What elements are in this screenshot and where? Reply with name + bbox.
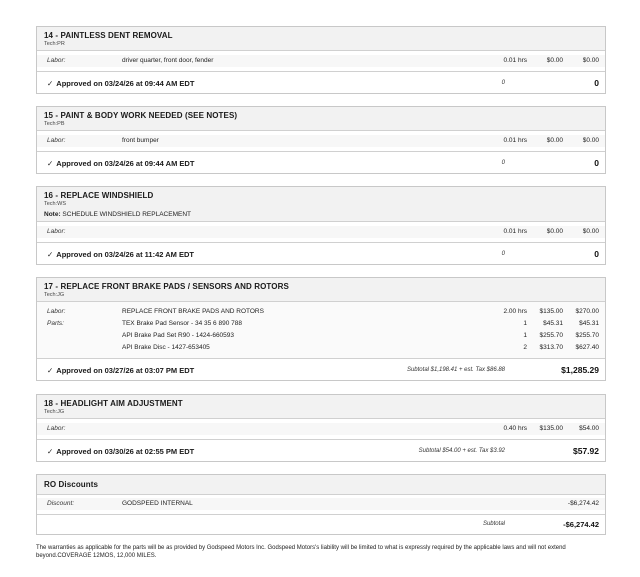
line-type: Labor: bbox=[47, 57, 66, 64]
approval-row bbox=[37, 358, 605, 380]
job-tech: Tech:PR bbox=[44, 41, 65, 47]
line-amount: $0.00 bbox=[582, 137, 599, 144]
job-total: $1,285.29 bbox=[561, 365, 599, 375]
subtotal-text: 0 bbox=[501, 251, 505, 257]
note-text: SCHEDULE WINDSHIELD REPLACEMENT bbox=[62, 211, 191, 218]
subtotal-text: 0 bbox=[501, 80, 505, 86]
discount-subtotal-row bbox=[37, 514, 605, 534]
check-icon: ✓ bbox=[47, 250, 54, 259]
subtotal-text: Subtotal $1,198.41 + est. Tax $86.88 bbox=[406, 367, 505, 373]
job-title: 15 - PAINT & BODY WORK NEEDED (SEE NOTES) bbox=[44, 111, 238, 120]
line-hours: 0.40 hrs bbox=[503, 425, 527, 432]
job-card-18 bbox=[36, 394, 606, 462]
line-rate: $135.00 bbox=[539, 425, 563, 432]
line-type: Labor: bbox=[47, 137, 66, 144]
line-description: API Brake Disc - 1427-653405 bbox=[122, 344, 210, 351]
approval-status: ✓ Approved on 03/24/26 at 09:44 AM EDT bbox=[47, 79, 195, 88]
discounts-header bbox=[37, 475, 605, 495]
labor-row bbox=[37, 226, 605, 238]
job-card-15 bbox=[36, 106, 606, 174]
subtotal-label: Subtotal bbox=[482, 521, 505, 527]
job-total: 0 bbox=[594, 158, 599, 168]
job-header bbox=[37, 107, 605, 131]
job-card-17 bbox=[36, 277, 606, 381]
approval-row bbox=[37, 151, 605, 173]
line-rate: $45.31 bbox=[543, 320, 563, 327]
job-tech: Tech:JG bbox=[44, 292, 65, 298]
job-header bbox=[37, 278, 605, 302]
line-rate: $255.70 bbox=[539, 332, 563, 339]
job-tech: Tech:JG bbox=[44, 409, 65, 415]
line-amount: $627.40 bbox=[575, 344, 599, 351]
approval-status: ✓ Approved on 03/24/26 at 11:42 AM EDT bbox=[47, 250, 194, 259]
line-description: TEX Brake Pad Sensor - 34 35 6 890 788 bbox=[122, 320, 242, 327]
check-icon: ✓ bbox=[47, 366, 54, 375]
approval-status: ✓ Approved on 03/27/26 at 03:07 PM EDT bbox=[47, 366, 195, 375]
line-description: API Brake Pad Set R90 - 1424-660593 bbox=[122, 332, 235, 339]
job-tech: Tech:PB bbox=[44, 121, 65, 127]
approval-row bbox=[37, 71, 605, 93]
line-rate: $0.00 bbox=[546, 57, 563, 64]
labor-row bbox=[37, 423, 605, 435]
line-hours: 2.00 hrs bbox=[503, 308, 527, 315]
line-description: GODSPEED INTERNAL bbox=[122, 500, 193, 507]
line-amount: $270.00 bbox=[575, 308, 599, 315]
line-qty: 1 bbox=[523, 320, 527, 327]
note-label: Note: bbox=[44, 211, 61, 218]
line-amount: $255.70 bbox=[575, 332, 599, 339]
line-amount: $45.31 bbox=[579, 320, 599, 327]
check-icon: ✓ bbox=[47, 447, 54, 456]
discount-row bbox=[37, 498, 605, 510]
line-rate: $0.00 bbox=[546, 137, 563, 144]
job-total: 0 bbox=[594, 78, 599, 88]
line-description: REPLACE FRONT BRAKE PADS AND ROTORS bbox=[122, 308, 264, 315]
line-amount: -$6,274.42 bbox=[567, 500, 599, 507]
line-amount: $0.00 bbox=[582, 228, 599, 235]
line-items bbox=[37, 302, 605, 358]
line-rate: $0.00 bbox=[546, 228, 563, 235]
line-amount: $0.00 bbox=[582, 57, 599, 64]
discounts-card bbox=[36, 474, 606, 535]
job-title: 16 - REPLACE WINDSHIELD bbox=[44, 191, 154, 200]
job-note bbox=[44, 211, 599, 218]
approval-status: ✓ Approved on 03/24/26 at 09:44 AM EDT bbox=[47, 159, 195, 168]
line-description: front bumper bbox=[122, 137, 159, 144]
labor-row bbox=[37, 55, 605, 67]
line-hours: 0.01 hrs bbox=[503, 228, 527, 235]
job-card-14 bbox=[36, 26, 606, 94]
job-total: $57.92 bbox=[573, 446, 599, 456]
line-hours: 0.01 hrs bbox=[503, 57, 527, 64]
line-rate: $313.70 bbox=[539, 344, 563, 351]
subtotal-text: 0 bbox=[501, 160, 505, 166]
job-header bbox=[37, 187, 605, 222]
job-tech: Tech:WS bbox=[44, 201, 67, 207]
line-type: Labor: bbox=[47, 228, 66, 235]
check-icon: ✓ bbox=[47, 159, 54, 168]
labor-row bbox=[37, 306, 605, 318]
line-type: Parts: bbox=[47, 320, 64, 327]
line-qty: 2 bbox=[523, 344, 527, 351]
job-header bbox=[37, 395, 605, 419]
job-total: 0 bbox=[594, 249, 599, 259]
line-amount: $54.00 bbox=[579, 425, 599, 432]
subtotal-text: Subtotal $54.00 + est. Tax $3.92 bbox=[418, 448, 505, 454]
line-qty: 1 bbox=[523, 332, 527, 339]
line-rate: $135.00 bbox=[539, 308, 563, 315]
discount-subtotal: -$6,274.42 bbox=[563, 520, 599, 529]
line-type: Discount: bbox=[47, 500, 75, 507]
line-description: driver quarter, front door, fender bbox=[122, 57, 214, 64]
job-header bbox=[37, 27, 605, 51]
line-hours: 0.01 hrs bbox=[503, 137, 527, 144]
job-title: 14 - PAINTLESS DENT REMOVAL bbox=[44, 31, 173, 40]
labor-row bbox=[37, 135, 605, 147]
job-title: 17 - REPLACE FRONT BRAKE PADS / SENSORS AND ROTORS bbox=[44, 282, 289, 291]
job-card-16 bbox=[36, 186, 606, 265]
warranty-footer: The warranties as applicable for the parts will be as provided by Godspeed Motors Inc. Godspeed Motors's liability will be limited to what is expressly required by the applicable laws and will not extend beyond.COVERAGE 12MOS, 12,000 MILES. bbox=[36, 545, 566, 559]
line-type: Labor: bbox=[47, 308, 66, 315]
approval-row bbox=[37, 439, 605, 461]
part-row bbox=[37, 330, 605, 342]
part-row bbox=[37, 342, 605, 354]
approval-row bbox=[37, 242, 605, 264]
approval-status: ✓ Approved on 03/30/26 at 02:55 PM EDT bbox=[47, 447, 195, 456]
part-row bbox=[37, 318, 605, 330]
line-type: Labor: bbox=[47, 425, 66, 432]
check-icon: ✓ bbox=[47, 79, 54, 88]
job-title: 18 - HEADLIGHT AIM ADJUSTMENT bbox=[44, 399, 183, 408]
discounts-title: RO Discounts bbox=[44, 480, 99, 489]
